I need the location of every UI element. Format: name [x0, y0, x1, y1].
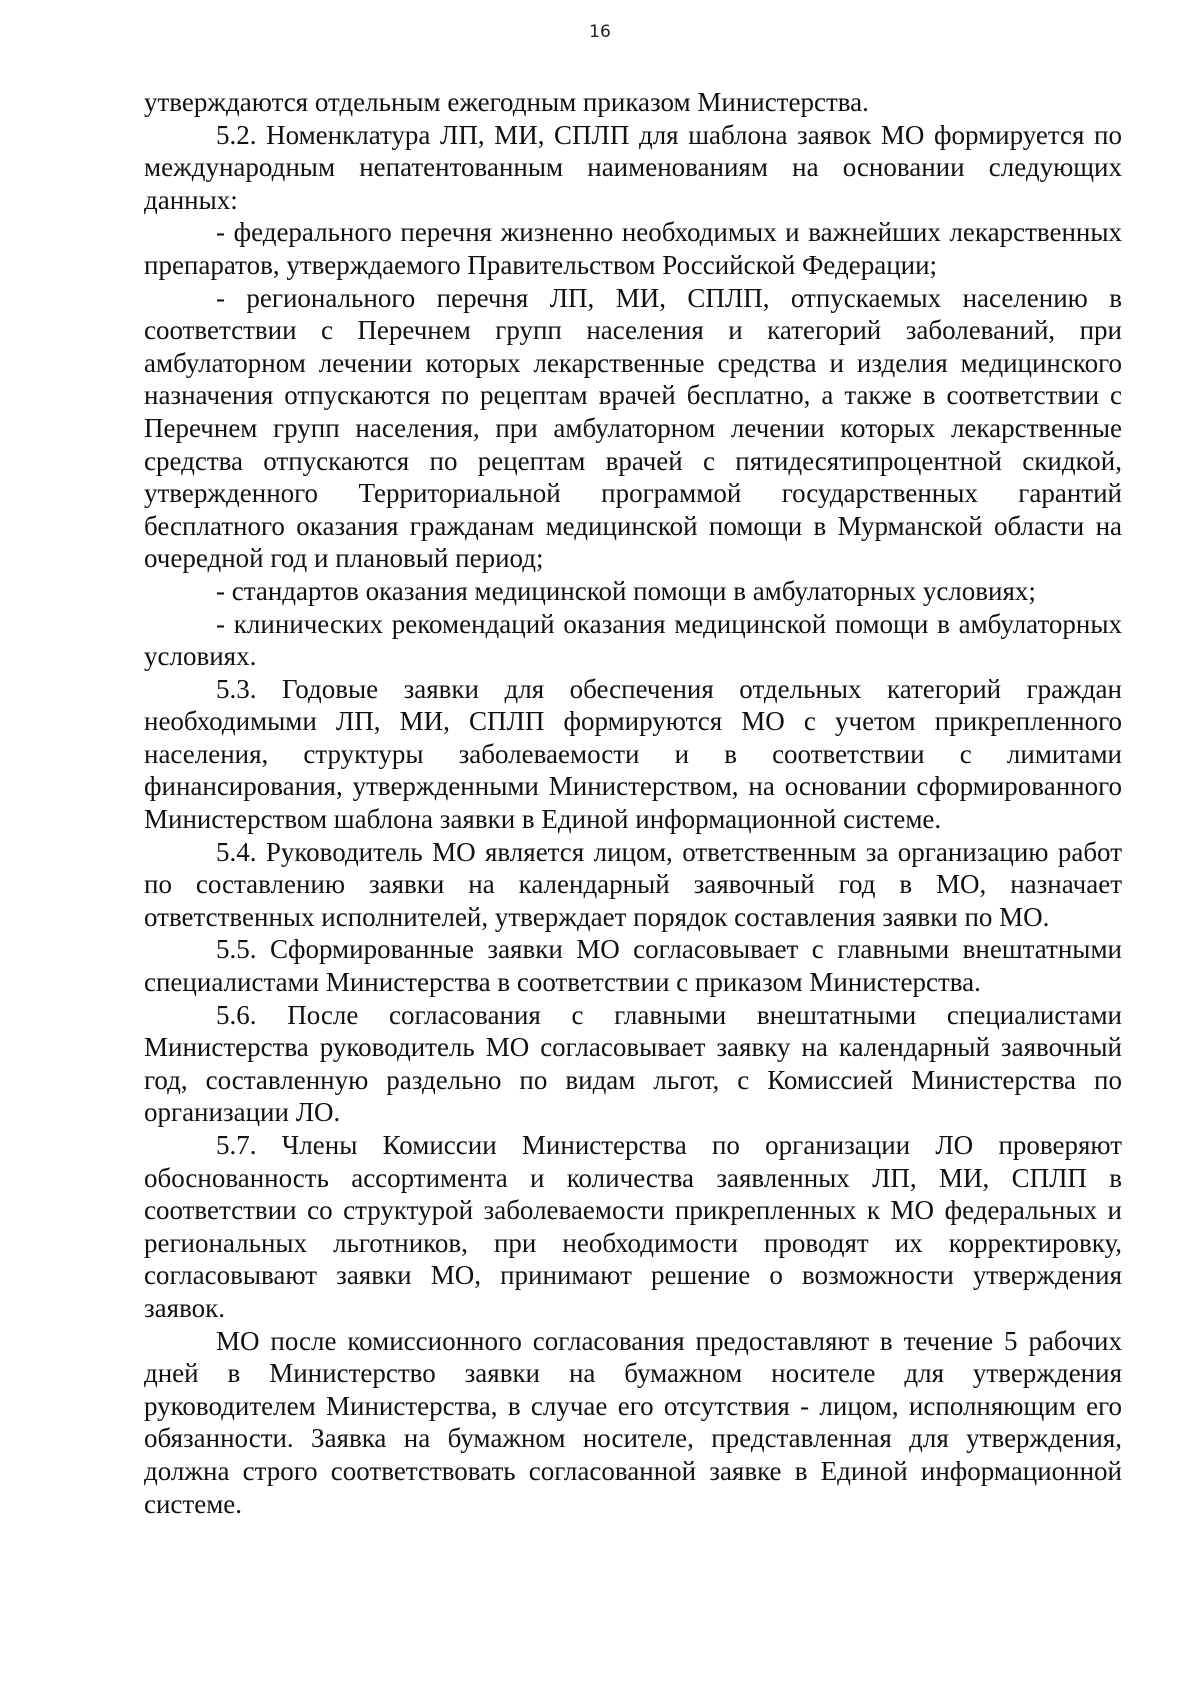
list-item-regional-list: - регионального перечня ЛП, МИ, СПЛП, отпускаемых населению в соответствии с Перечнем групп населения и категорий заболеваний, при амбулаторном лечении которых лекарственные средства и изделия медицинского назначения отпускаются по рецептам врачей бесплатно, а также в соответствии с Перечнем групп населения, при амбулаторном лечении которых лекарственные средства отпускаются по рецептам врачей с пятидесятипроцентной скидкой, утвержденного Территориальной программой государственных гарантий бесплатного оказания гражданам медицинской помощи в Мурманской области на очередной год и плановый период; [144, 282, 1122, 574]
page-number: 16 [589, 22, 611, 42]
paragraph-mo-submission: МО после комиссионного согласования предоставляют в течение 5 рабочих дней в Министерство заявки на бумажном носителе для утверждения руководителем Министерства, в случае его отсутствия - лицом, исполняющим его обязанности. Заявка на бумажном носителе, представленная для утверждения, должна строго соответствовать согласованной заявке в Единой информационной системе. [144, 1325, 1122, 1519]
paragraph-5-5: 5.5. Сформированные заявки МО согласовывает с главными внештатными специалистами Министерства в соответствии с приказом Министерства. [144, 934, 1122, 998]
paragraph-5-6: 5.6. После согласования с главными внештатными специалистами Министерства руководитель МО согласовывает заявку на календарный заявочный год, составленную раздельно по видам льгот, с Комиссией Министерства по организации ЛО. [144, 999, 1122, 1128]
paragraph-continuation: утверждаются отдельным ежегодным приказом Министерства. [144, 87, 869, 117]
list-item-standards: - стандартов оказания медицинской помощи в амбулаторных условиях; [216, 575, 1036, 606]
paragraph-5-7: 5.7. Члены Комиссии Министерства по организации ЛО проверяют обоснованность ассортимента и количества заявленных ЛП, МИ, СПЛП в соответствии со структурой заболеваемости прикрепленных к МО федеральных и региональных льготников, при необходимости проводят их корректировку, согласовывают заявки МО, принимают решение о возможности утверждения заявок. [144, 1130, 1122, 1323]
paragraph-5-2: 5.2. Номенклатура ЛП, МИ, СПЛП для шаблона заявок МО формируется по международным непатентованным наименованиям на основании следующих данных: [144, 119, 1122, 215]
paragraph-5-4: 5.4. Руководитель МО является лицом, ответственным за организацию работ по составлению заявки на календарный заявочный год в МО, назначает ответственных исполнителей, утверждает порядок составления заявки по МО. [144, 836, 1122, 932]
list-item-federal-list: - федерального перечня жизненно необходимых и важнейших лекарственных препаратов, утверждаемого Правительством Российской Федерации; [144, 217, 1122, 280]
list-item-clinical-recommendations: - клинических рекомендаций оказания медицинской помощи в амбулаторных условиях. [144, 608, 1122, 672]
paragraph-5-3: 5.3. Годовые заявки для обеспечения отдельных категорий граждан необходимыми ЛП, МИ, СПЛП формируются МО с учетом прикрепленного населения, структуры заболеваемости и в соответствии с лимитами финансирования, утвержденными Министерством, на основании сформированного Министерством шаблона заявки в Единой информационной системе. [144, 673, 1122, 835]
document-body [144, 86, 1122, 1520]
